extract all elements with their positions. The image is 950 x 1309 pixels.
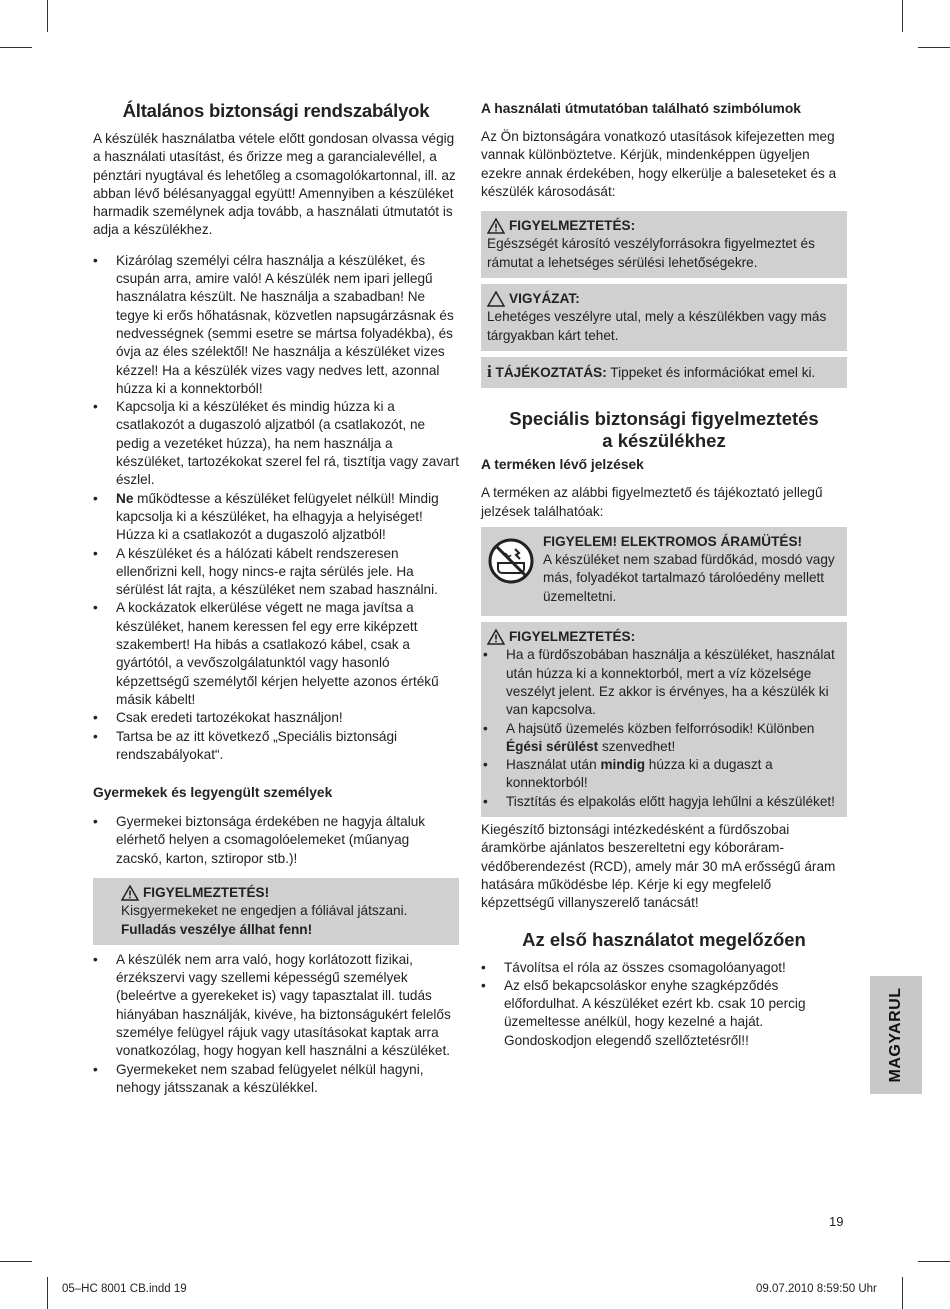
first-use-title: Az első használatot megelőzően <box>522 928 806 950</box>
footer-right: 09.07.2010 8:59:50 Uhr <box>756 1283 877 1295</box>
warning-title-text: FIGYELMEZTETÉS! <box>143 884 270 900</box>
warning-triangle-icon <box>121 885 139 901</box>
list-item: • A kockázatok elkerülése végett ne maga javítsa a készüléket, hanem keressen fel egy erre kiképzett szakembert! Ha hibás a csatlakozó kábel, csak a gyártótól, a vevőszolgálatunktól vagy hasonló képzettségű személytől kérjen helyette azonos értékű másik kábelt! <box>93 599 459 709</box>
warning-box-title <box>121 884 453 902</box>
first-use-list <box>481 959 847 1050</box>
box-title <box>487 628 841 646</box>
box-title-text: FIGYELMEZTETÉS: <box>509 629 636 645</box>
symbol-caution-box <box>481 284 847 351</box>
children-heading: Gyermekek és legyengült személyek <box>93 785 333 801</box>
list-item: • A készüléket és a hálózati kábelt rendszeresen ellenőrizni kell, hogy nincs-e rajta sérülés jele. Ha sérülést lát rajta, a készüléket nem szabad használni. <box>93 545 459 600</box>
warning-triangle-icon <box>487 629 505 645</box>
list-item: • Tartsa be az itt következő „Speciális biztonsági rendszabályokat“. <box>93 728 459 765</box>
crop-mark <box>0 47 32 48</box>
electric-shock-content <box>543 533 841 606</box>
list-item-bold: Égési sérülést <box>506 738 599 754</box>
box-text: Lehetéges veszélyre utal, mely a készülékben vagy más tárgyakban kárt tehet. <box>487 309 827 343</box>
crop-mark <box>918 47 950 48</box>
list-item: • Tisztítás és elpakolás előtt hagyja lehűlni a készüléket! <box>483 793 841 811</box>
product-marks-intro: A terméken az alábbi figyelmeztető és tájékoztató jellegű jelzések találhatóak: <box>481 485 823 519</box>
language-tab-label: MAGYARUL <box>887 987 904 1083</box>
crop-mark <box>47 0 48 32</box>
list-item-bold: mindig <box>600 757 646 773</box>
crop-mark <box>918 1261 950 1262</box>
list-item-text: Használat után <box>506 757 601 773</box>
box-text: Egészségét károsító veszélyforrásokra figyelmeztet és rámutat a lehetséges sérülési lehetőségekre. <box>487 236 815 270</box>
safety-list <box>93 252 459 764</box>
symbol-warning-box <box>481 211 847 278</box>
right-column <box>481 100 847 1050</box>
title-line: Speciális biztonsági figyelmeztetés <box>509 408 819 430</box>
language-tab <box>870 976 922 1094</box>
ability-list <box>93 951 459 1097</box>
special-safety-title <box>481 408 847 452</box>
warning-box-film <box>93 878 459 945</box>
list-item: • Kapcsolja ki a készüléket és mindig húzza ki a csatlakozót a dugaszoló aljzatból (a csatlakozót, ne pedig a vezetéket húzza), ha nem használja a készüléket, tartozékokat szerel fel rá, tisztítja vagy zavart észlel. <box>93 398 459 489</box>
list-item <box>483 756 841 793</box>
warning-text-bold: Fulladás veszélye állhat fenn! <box>121 921 313 937</box>
list-item: • Az első bekapcsoláskor enyhe szagképződés előfordulhat. A készüléket ezért kb. csak 10 percig üzemeltesse anélkül, hogy kezelné a haját. Gondoskodjon elegendő szellőztetésről!! <box>481 977 847 1050</box>
list-item: • Csak eredeti tartozékokat használjon! <box>93 709 459 727</box>
warning-triangle-icon <box>487 218 505 234</box>
list-item <box>93 490 459 545</box>
no-bathtub-icon <box>487 537 535 585</box>
list-item: • Gyermekei biztonsága érdekében ne hagyja általuk elérhető helyen a csomagolóelemeket (műanyag zacskó, karton, sztiropor stb.)! <box>93 813 459 868</box>
list-item: • Gyermekeket nem szabad felügyelet nélkül hagyni, nehogy játsszanak a készülékkel. <box>93 1061 459 1098</box>
warning-box-text <box>121 902 453 939</box>
box-title <box>487 217 841 235</box>
box-text: A készüléket nem szabad fürdőkád, mosdó vagy más, folyadékot tartalmazó tárolóedény mellett üzemeltetni. <box>543 552 835 604</box>
crop-mark <box>902 0 903 32</box>
footer-left: 05–HC 8001 CB.indd 19 <box>62 1283 187 1295</box>
list-item: • Kizárólag személyi célra használja a készüléket, és csupán arra, amire való! A készülék nem ipari jellegű használatra készült. Ne használja a szabadban! Ne tegye ki erős hőhatásnak, közvetlen napsugárzásnak és nedvességnek (semmi esetre se mártsa folyadékba), és óvja az éles szélektől! Ne használja a készüléket vizes kézzel! Ha a készülék vizes vagy nedves lett, azonnal húzza ki a konnektorból! <box>93 252 459 398</box>
product-marks-heading: A terméken lévő jelzések <box>481 457 644 473</box>
crop-mark <box>0 1261 32 1262</box>
box-title-text: TÁJÉKOZTATÁS: <box>495 364 607 380</box>
bathroom-warning-list <box>483 646 841 811</box>
box-title-text: FIGYELEM! ELEKTROMOS ÁRAMÜTÉS! <box>543 533 803 549</box>
children-list <box>93 813 459 868</box>
warning-text: Kisgyermekeket ne engedjen a fóliával játszani. <box>121 903 408 919</box>
list-item-text: szenvedhet! <box>598 738 676 754</box>
left-column <box>93 100 459 1097</box>
bathroom-warning-box <box>481 622 847 817</box>
rcd-paragraph: Kiegészítő biztonsági intézkedésként a fürdőszobai áramkörbe ajánlatos beszereltetni egy kóboráram-védőberendezést (RCD), amely már 30 mA erősségű áram hatására működésbe lép. Kérje ki egy megfelelő képzettségű villanyszerelő tanácsát! <box>481 822 836 911</box>
page-number: 19 <box>829 1214 844 1229</box>
box-text: Tippeket és információkat emel ki. <box>606 364 816 380</box>
list-item <box>483 720 841 757</box>
list-item-text: működtesse a készüléket felügyelet nélkül! Mindig kapcsolja ki a készüléket, ha elhagyja a helyiséget! Húzza ki a csatlakozót a dugaszoló aljzatból! <box>116 490 439 543</box>
list-item: • Távolítsa el róla az összes csomagolóanyagot! <box>481 959 847 977</box>
info-icon: i <box>487 361 492 381</box>
list-item: • Ha a fürdőszobában használja a készüléket, használat után húzza ki a konnektorból, mert a víz közelsége veszélyt jelent. Ez akkor is érvényes, ha a készülék ki van kapcsolva. <box>483 646 841 719</box>
list-item: • A készülék nem arra való, hogy korlátozott fizikai, érzékszervi vagy szellemi képességű személyek (beleértve a gyerekeket is) vagy tapasztalat ill. tudás hiányában használják, kivéve, ha biztonságukért felelős személye felügyel rájuk vagy utasításokat kaptak arra vonatkozólag, hogy hogyan kell használni a készüléket. <box>93 951 459 1061</box>
symbols-heading: A használati útmutatóban található szimbólumok <box>481 101 801 116</box>
list-item-text: húzza ki a dugaszt a konnektorból! <box>506 757 773 791</box>
box-title <box>487 290 841 308</box>
caution-triangle-icon <box>487 291 505 307</box>
crop-mark <box>47 1277 48 1309</box>
bold-ne: Ne <box>116 490 134 506</box>
title-line: a készülékhez <box>602 430 726 452</box>
box-title-text: VIGYÁZAT: <box>509 291 580 307</box>
symbols-intro: Az Ön biztonságára vonatkozó utasítások kifejezetten meg vannak különböztetve. Kérjük, mindenképpen ügyeljen ezekre annak érdekében, hogy elkerülje a baleseteket és a készülék károsodását: <box>481 129 837 199</box>
crop-mark <box>902 1277 903 1309</box>
intro-paragraph: A készülék használatba vétele előtt gondosan olvassa végig a használati utasítást, és őrizze meg a garancialevéllel, a pénztári nyugtával és lehetőleg a csomagolókartonnal, ill. az abban lévő bélésanyaggal együtt! Amennyiben a készüléket harmadik személynek adja tovább, a használati útmutatót is adja a készülékhez. <box>93 131 456 238</box>
symbol-info-box <box>481 357 847 388</box>
box-title-text: FIGYELMEZTETÉS: <box>509 218 636 234</box>
general-safety-title: Általános biztonsági rendszabályok <box>122 100 430 121</box>
list-item-text: A hajsütő üzemelés közben felforrósodik! Különben <box>506 720 815 736</box>
electric-shock-box <box>481 527 847 616</box>
